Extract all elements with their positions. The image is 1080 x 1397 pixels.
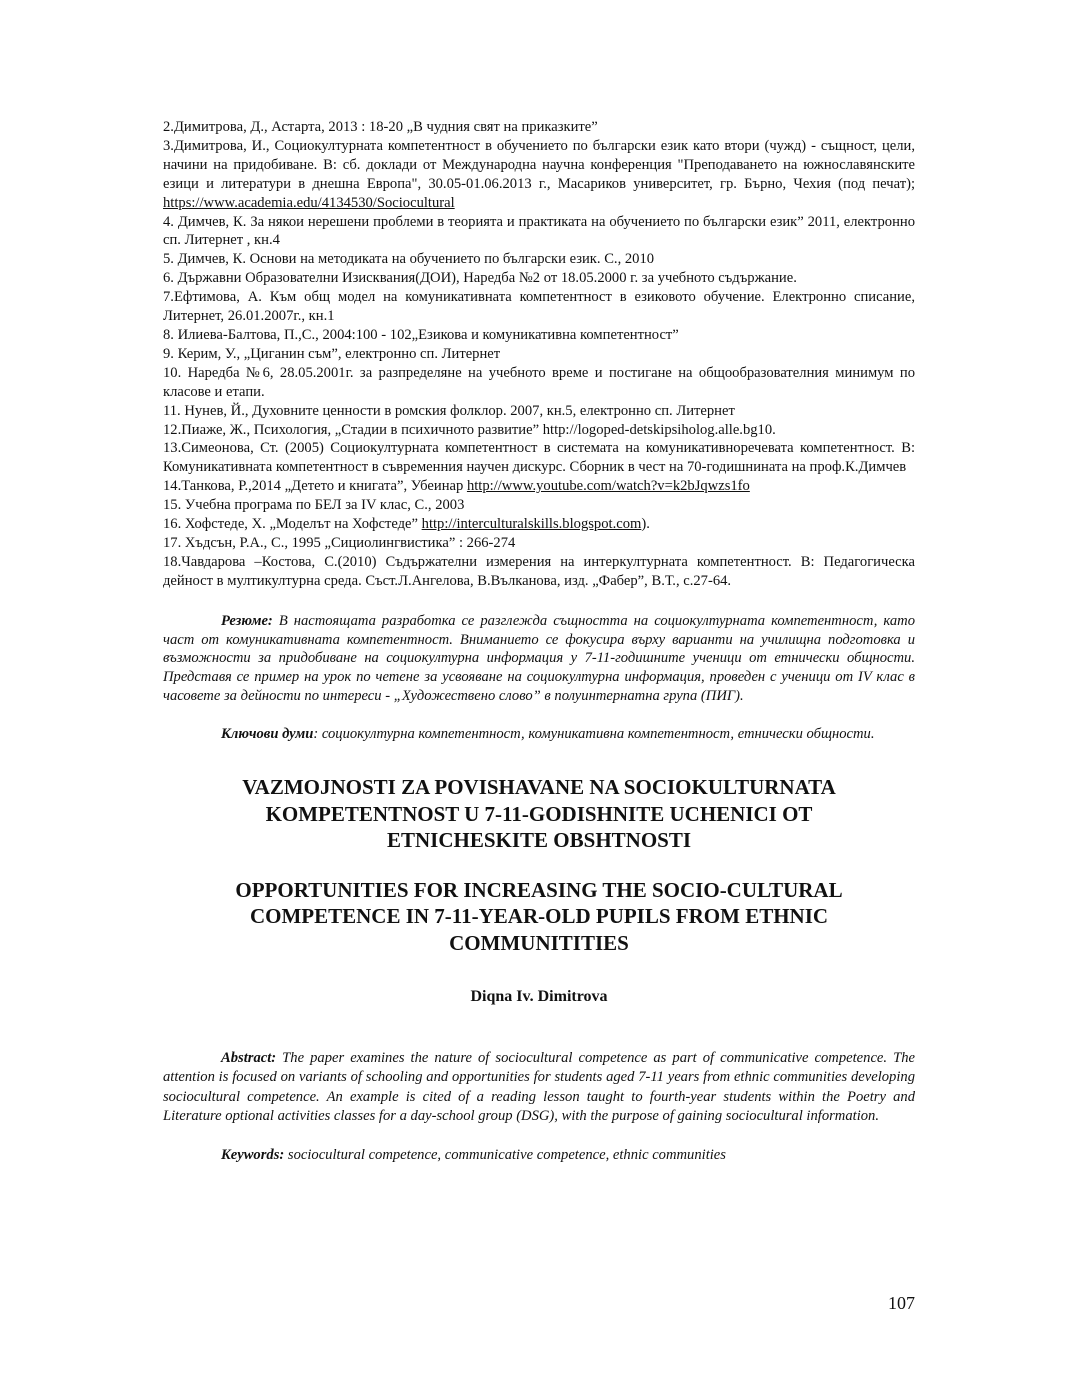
reference-item: 16. Хофстеде, Х. „Моделът на Хофстеде” http://interculturalskills.blogspot.com). bbox=[163, 516, 650, 533]
abstract-label: Abstract: bbox=[221, 1050, 277, 1067]
reference-item: 17. Хъдсън, Р.А., С., 1995 „Сициолингвистика” : 266-274 bbox=[163, 534, 516, 551]
reference-item: 6. Държавни Образователни Изисквания(ДОИ), Наредба №2 от 18.05.2000 г. за учебното съдържание. bbox=[163, 270, 797, 287]
reference-list bbox=[163, 118, 915, 591]
reference-item: 10. Наредба №6, 28.05.2001г. за разпределяне на учебното време и постигане на общообразователния минимум по класове и етапи. bbox=[163, 364, 915, 400]
reference-item: 8. Илиева-Балтова, П.,С., 2004:100 - 102„Езикова и комуникативна компетентност” bbox=[163, 326, 679, 343]
reference-link[interactable]: http://interculturalskills.blogspot.com bbox=[421, 516, 642, 533]
abstract-english: Abstract: The paper examines the nature of sociocultural competence as part of communicative competence. The attention is focused on variants of schooling and opportunities for students aged 7-11 years from ethnic communities developing sociocultural competence. An example is cited of a reading lesson taught to fourth-year students within the Poetry and Literature optional activities classes for a day-school group (DSG), with the purpose of gaining sociocultural information. bbox=[163, 1050, 915, 1124]
reference-item: 18.Чавдарова –Костова, С.(2010) Съдържателни измерения на интеркултурната компетентност. В: Педагогическа дейност в мултикултурна среда. Съст.Л.Ангелова, В.Вълканова, изд. „Фабер”, В.Т., с.27-64. bbox=[163, 553, 915, 589]
reference-item: 12.Пиаже, Ж., Психология, „Стадии в психичното развитие” http://logoped-detskipsiholog.alle.bg10. bbox=[163, 421, 776, 438]
keywords-label-english: Keywords: bbox=[221, 1146, 285, 1163]
page-number: 107 bbox=[888, 1293, 915, 1313]
reference-item: 4. Димчев, К. За някои нерешени проблеми в теорията и практиката на обучението по български език” 2011, електронно сп. Литернет , кн.4 bbox=[163, 213, 915, 249]
reference-item: 9. Керим, У., „Циганин съм”, електронно сп. Литернет bbox=[163, 345, 501, 362]
reference-item: 13.Симеонова, Ст. (2005) Социокултурната компетентност в системата на комуникативноречевата компетентност. В: Комуникативната компетентност в съвременния научен дискурс. Сборник в чест на 70-годишнината на проф.К.Димчев bbox=[163, 440, 915, 476]
reference-link[interactable]: https://www.academia.edu/4134530/Sociocultural bbox=[163, 194, 455, 211]
reference-item: 3.Димитрова, И., Социокултурната компетентност в обучението по български език като втори (чужд) - същност, цели, начини на придобиване. В: сб. доклади от Международна научна конференция "Преподаването на южнославянските езици и литератури в днешна Европа", 30.05-01.06.2013 г., Масариков университет, гр. Бърно, Чехия (под печат); https://www.academia.edu/4134530/Sociocultural bbox=[163, 137, 915, 211]
keywords-bulgarian: Ключови думи: социокултурна компетентност, комуникативна компетентност, етнически общности. bbox=[221, 726, 875, 743]
reference-item: 15. Учебна програма по БЕЛ за ІV клас, С., 2003 bbox=[163, 497, 465, 514]
keywords-label: Ключови думи bbox=[221, 726, 314, 743]
author-name: Diqna Iv. Dimitrova bbox=[470, 988, 608, 1006]
page-content bbox=[163, 118, 915, 1180]
summary-bulgarian: Резюме: В настоящата разработка се разглежда същността на социокултурната компетентност, като част от комуникативната компетентност. Вниманието се фокусира върху варианти на училищна подготовка и възможности за придобиване на социокултурна информация у 7-11-годишните ученици от етнически общности. Представя се пример на урок по четене за усвояване на социокултурна информация, проведен с ученици от ІV клас в часовете за дейности по интереси - „Художествено слово” в полуинтернатна група (ПИГ). bbox=[163, 612, 915, 705]
title-english: OPPORTUNITIES FOR INCREASING THE SOCIO-CULTURAL COMPETENCE IN 7-11-YEAR-OLD PUPILS FROM ETHNIC COMMUNITITIES bbox=[235, 877, 843, 955]
reference-item: 14.Танкова, Р.,2014 „Детето и книгата”, Убеинар http://www.youtube.com/watch?v=k2bJqwzs1fo bbox=[163, 478, 750, 495]
reference-item: 5. Димчев, К. Основи на методиката на обучението по български език. С., 2010 bbox=[163, 251, 655, 268]
title-transliterated: VAZMOJNOSTI ZA POVISHAVANE NA SOCIOKULTURNATA KOMPETENTNOST U 7-11-GODISHNITE UCHENICI OT ETNICHESKITE OBSHTNOSTI bbox=[242, 775, 836, 853]
reference-item: 11. Нунев, Й., Духовните ценности в ромския фолклор. 2007, кн.5, електронно сп. Литернет bbox=[163, 402, 735, 419]
reference-item: 7.Ефтимова, А. Към общ модел на комуникативната компетентност в езиковото обучение. Електронно списание, Литернет, 26.01.2007г., кн.1 bbox=[163, 289, 915, 325]
reference-link[interactable]: http://www.youtube.com/watch?v=k2bJqwzs1fo bbox=[466, 478, 750, 495]
summary-label: Резюме: bbox=[221, 612, 273, 629]
keywords-english: Keywords: sociocultural competence, communicative competence, ethnic communities bbox=[221, 1146, 726, 1163]
reference-item: 2.Димитрова, Д., Астарта, 2013 : 18-20 „В чудния свят на приказките” bbox=[163, 119, 598, 135]
